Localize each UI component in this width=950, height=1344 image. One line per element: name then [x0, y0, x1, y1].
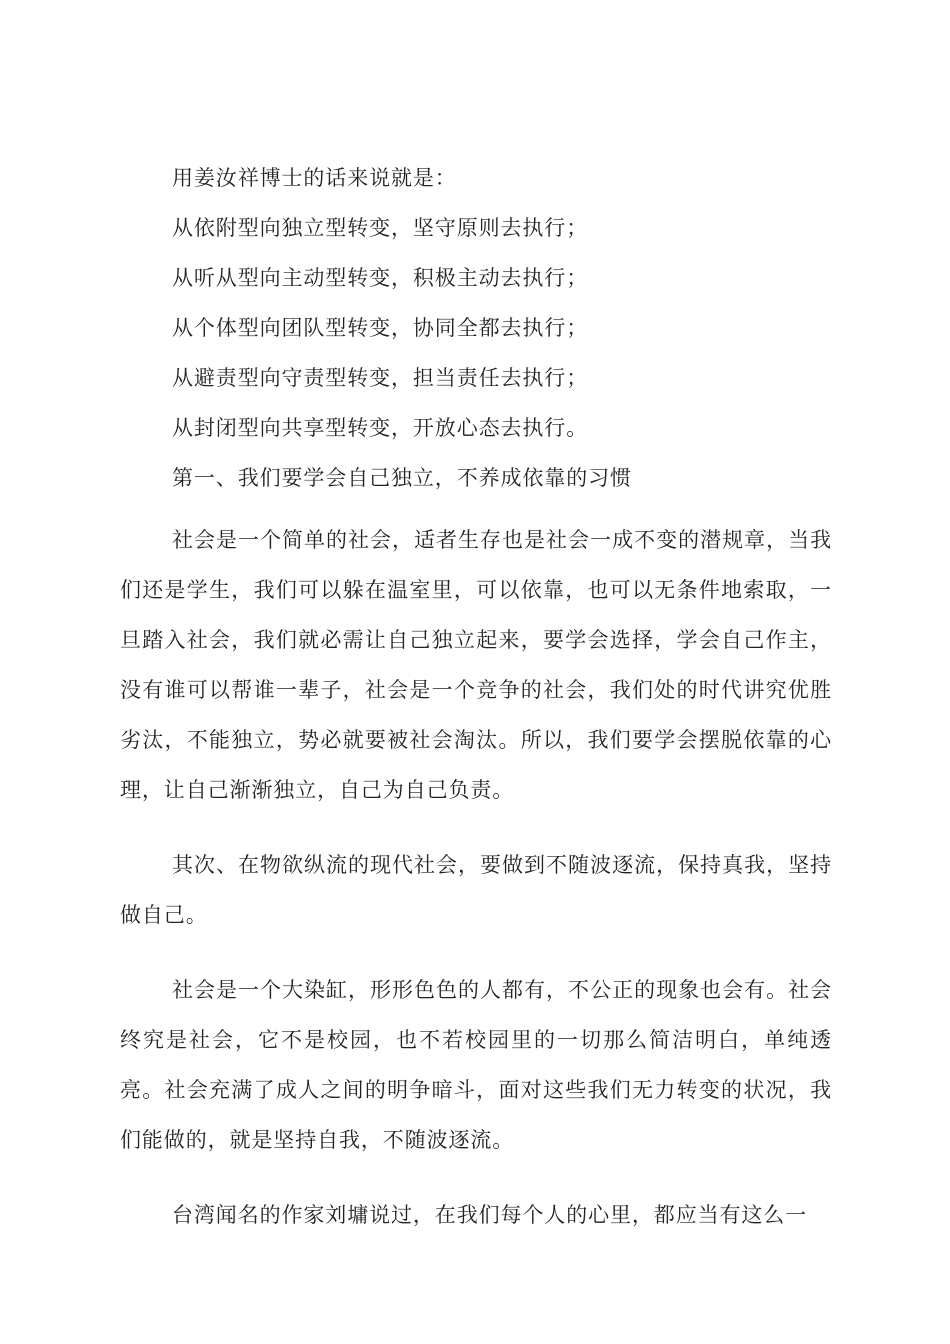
paragraph-4: 台湾闻名的作家刘墉说过，在我们每个人的心里，都应当有这么一	[172, 1203, 808, 1227]
transform-line-1: 从依附型向独立型转变，坚守原则去执行；	[172, 216, 589, 240]
transform-line-5: 从封闭型向共享型转变，开放心态去执行。	[172, 416, 589, 440]
document-body	[120, 165, 832, 1265]
paragraph-3: 社会是一个大染缸，形形色色的人都有，不公正的现象也会有。社会终究是社会，它不是校园，也不若校园里的一切那么简洁明白，单纯透亮。社会充满了成人之间的明争暗斗，面对这些我们无力转变的状况，我们能做的，就是坚持自我，不随波逐流。	[120, 978, 832, 1152]
intro-line: 用姜汝祥博士的话来说就是：	[172, 166, 457, 190]
transform-line-2: 从听从型向主动型转变，积极主动去执行；	[172, 266, 589, 290]
section-heading-1: 第一、我们要学会自己独立，不养成依靠的习惯	[172, 466, 632, 490]
transform-line-4: 从避责型向守责型转变，担当责任去执行；	[172, 366, 589, 390]
transform-line-3: 从个体型向团队型转变，协同全都去执行；	[172, 316, 589, 340]
paragraph-2: 其次、在物欲纵流的现代社会，要做到不随波逐流，保持真我，坚持做自己。	[120, 853, 832, 927]
paragraph-1: 社会是一个简单的社会，适者生存也是社会一成不变的潜规章，当我们还是学生，我们可以躲在温室里，可以依靠，也可以无条件地索取，一旦踏入社会，我们就必需让自己独立起来，要学会选择，学会自己作主，没有谁可以帮谁一辈子，社会是一个竞争的社会，我们处的时代讲究优胜劣汰，不能独立，势必就要被社会淘汰。所以，我们要学会摆脱依靠的心理，让自己渐渐独立，自己为自己负责。	[120, 528, 832, 802]
